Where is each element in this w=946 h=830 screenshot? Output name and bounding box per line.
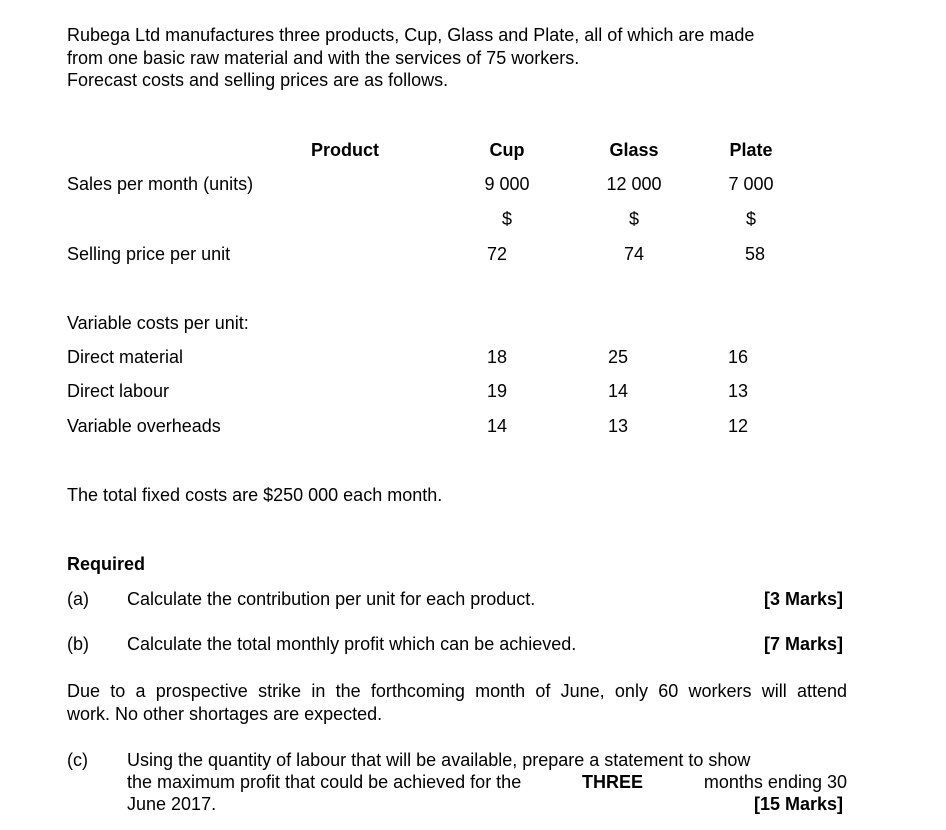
material-label: Direct material <box>67 347 184 367</box>
labour-cup: 19 <box>486 381 508 401</box>
labour-plate: 13 <box>727 381 749 401</box>
strike-line: work. No other shortages are expected. <box>67 703 383 724</box>
product-header: Product <box>310 140 379 160</box>
fixed-costs-text: The total fixed costs are $250 000 each month. <box>67 485 443 505</box>
question-b-letter: (b) <box>67 634 89 654</box>
question-c-body <box>127 749 847 815</box>
question-c-line <box>127 749 847 771</box>
question-a-marks: [3 Marks] <box>763 589 843 609</box>
question-c-letter: (c) <box>67 750 88 770</box>
column-header-cup: Cup <box>489 140 525 160</box>
overheads-glass: 13 <box>607 416 629 436</box>
currency-plate: $ <box>745 209 756 229</box>
price-glass: 74 <box>623 244 645 264</box>
question-c-line <box>127 771 847 793</box>
labour-label: Direct labour <box>67 381 170 401</box>
sales-cup: 9 000 <box>484 174 530 194</box>
material-plate: 16 <box>727 347 749 367</box>
question-a-letter: (a) <box>67 589 89 609</box>
question-c-line2-bold: THREE <box>582 772 644 792</box>
price-plate: 58 <box>744 244 766 264</box>
intro-line: from one basic raw material and with the services of 75 workers. <box>67 47 580 68</box>
question-b-marks: [7 Marks] <box>763 634 843 654</box>
overheads-plate: 12 <box>727 416 749 436</box>
strike-line: Due to a prospective strike in the forthcoming month of June, only 60 workers will attend <box>67 681 847 701</box>
material-cup: 18 <box>486 347 508 367</box>
intro-line: Forecast costs and selling prices are as follows. <box>67 70 449 90</box>
strike-paragraph <box>67 680 847 725</box>
question-b-text: Calculate the total monthly profit which can be achieved. <box>127 634 577 654</box>
price-cup: 72 <box>486 244 508 264</box>
question-c-line1: Using the quantity of labour that will be available, prepare a statement to show <box>127 750 751 770</box>
question-c-marks: [15 Marks] <box>753 794 843 814</box>
overheads-cup: 14 <box>486 416 508 436</box>
variable-costs-heading: Variable costs per unit: <box>67 313 249 333</box>
currency-cup: $ <box>501 209 512 229</box>
column-header-glass: Glass <box>609 140 659 160</box>
intro-line: Rubega Ltd manufactures three products, Cup, Glass and Plate, all of which are made <box>67 25 755 45</box>
required-heading: Required <box>67 554 146 574</box>
currency-glass: $ <box>628 209 639 229</box>
intro-paragraph <box>67 24 867 92</box>
question-c-line3: June 2017. <box>127 794 217 814</box>
labour-glass: 14 <box>607 381 629 401</box>
overheads-label: Variable overheads <box>67 416 221 436</box>
sales-label: Sales per month (units) <box>67 174 254 194</box>
question-c-line2-post: months ending 30 <box>703 772 847 792</box>
question-c-line2-pre: the maximum profit that could be achieved for the <box>127 772 522 792</box>
price-label: Selling price per unit <box>67 244 231 264</box>
sales-plate: 7 000 <box>728 174 774 194</box>
material-glass: 25 <box>607 347 629 367</box>
question-c-line <box>127 793 847 815</box>
column-header-plate: Plate <box>729 140 773 160</box>
question-a-text: Calculate the contribution per unit for each product. <box>127 589 536 609</box>
sales-glass: 12 000 <box>606 174 662 194</box>
